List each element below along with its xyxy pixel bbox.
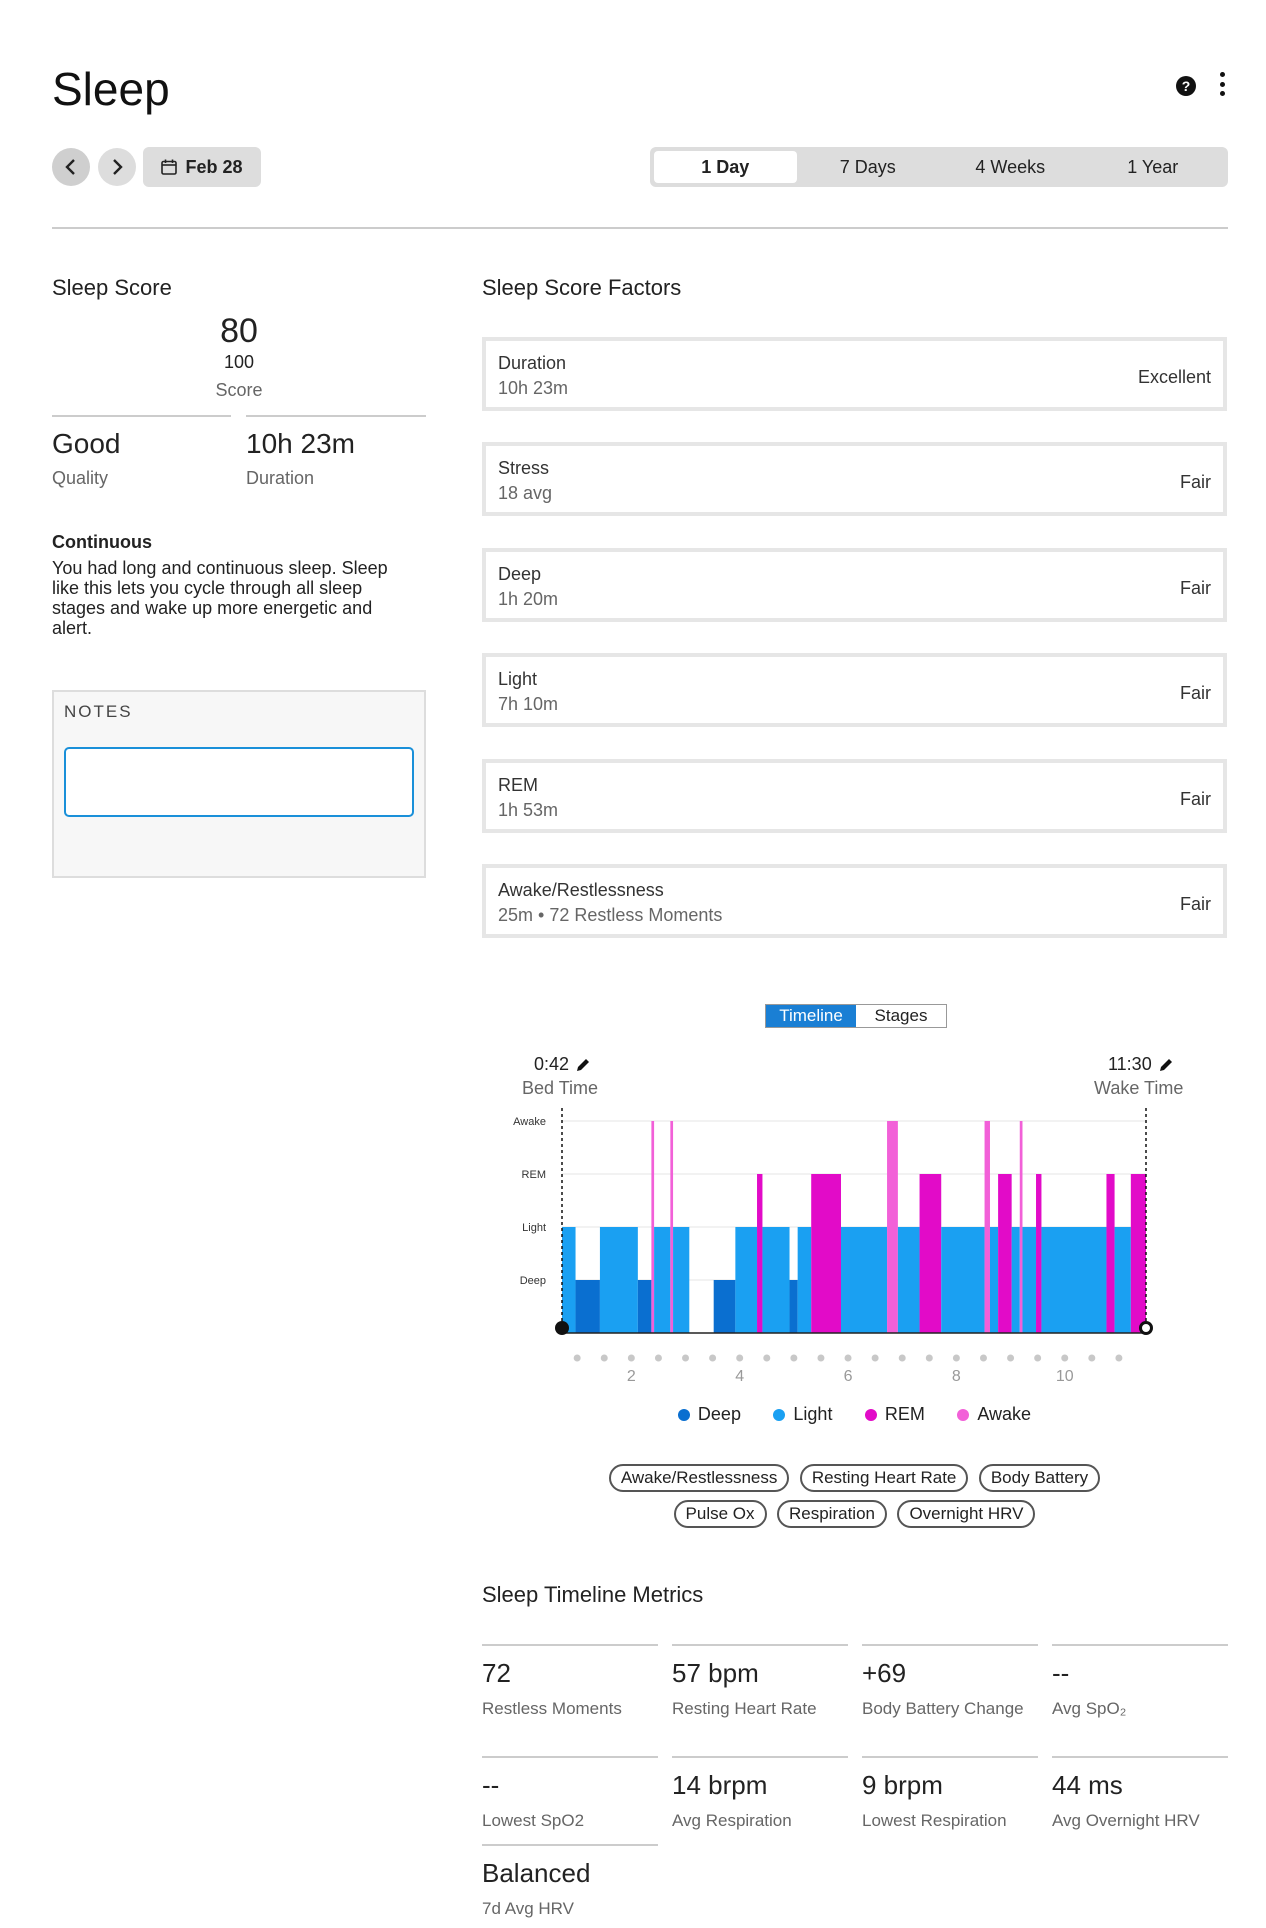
chevron-right-icon — [110, 158, 124, 176]
selected-date: Feb 28 — [185, 156, 243, 177]
factor-rating: Fair — [1180, 683, 1211, 703]
x-tick-label: 2 — [626, 1368, 636, 1385]
bed-time-label: Bed Time — [522, 1078, 599, 1098]
x-tick-label: 4 — [735, 1368, 745, 1385]
metric-label: Restless Moments — [482, 1699, 622, 1718]
x-tick-dot — [1115, 1355, 1122, 1362]
factor-card-awake[interactable] — [482, 864, 1227, 938]
pill-pulse-ox[interactable]: Pulse Ox — [674, 1500, 767, 1528]
y-tick-label: Light — [522, 1222, 546, 1234]
wake-time-value: 11:30 — [1108, 1054, 1152, 1074]
sleep-stage-bar — [673, 1227, 689, 1333]
sleep-stage-bar — [920, 1174, 942, 1333]
metric-label: Lowest SpO2 — [482, 1811, 585, 1830]
sleep-stage-bar — [1020, 1121, 1023, 1333]
tab-7-days[interactable]: 7 Days — [839, 157, 896, 177]
metric-body-battery-change — [862, 1644, 1038, 1721]
factor-value: 25m • 72 Restless Moments — [498, 905, 723, 925]
range-tabs — [650, 147, 1228, 187]
next-day-button[interactable] — [98, 148, 136, 186]
sleep-stage-bar — [898, 1227, 920, 1333]
sleep-stage-bar — [1041, 1227, 1106, 1333]
y-tick-label: Deep — [519, 1275, 546, 1287]
metric-label: Avg Overnight HRV — [1052, 1811, 1200, 1830]
metric-avg-overnight-hrv — [1052, 1756, 1228, 1833]
y-tick-label: Awake — [513, 1116, 546, 1128]
factor-value: 7h 10m — [498, 694, 559, 714]
sleep-stage-bar — [887, 1121, 898, 1333]
metric-label: Body Battery Change — [862, 1699, 1024, 1718]
sleep-stage-bar — [654, 1227, 670, 1333]
x-tick-dot — [709, 1355, 716, 1362]
factor-card-deep[interactable] — [482, 548, 1227, 622]
sleep-stage-bar — [638, 1280, 652, 1333]
sleep-stage-bar — [562, 1227, 576, 1333]
y-tick-label: REM — [521, 1169, 546, 1181]
insight-title: Continuous — [52, 532, 152, 552]
factor-label: Stress — [498, 458, 550, 478]
notes-panel — [52, 690, 426, 878]
x-tick-dot — [1088, 1355, 1095, 1362]
sleep-stage-bar — [841, 1227, 887, 1333]
wake-time-edit[interactable] — [1108, 1054, 1174, 1075]
factor-rating: Fair — [1180, 578, 1211, 598]
timeline-metrics-heading: Sleep Timeline Metrics — [482, 1582, 704, 1607]
factor-label: REM — [498, 775, 538, 795]
legend-rem[interactable] — [865, 1404, 925, 1425]
x-tick-dot — [574, 1355, 581, 1362]
legend-dot-icon — [773, 1409, 785, 1421]
legend-label: REM — [884, 1404, 925, 1424]
metric-label: Avg Respiration — [672, 1811, 792, 1830]
question-circle-icon[interactable]: ? — [1176, 76, 1196, 96]
sleep-start-icon — [555, 1321, 569, 1335]
metric-value: 72 — [482, 1658, 511, 1688]
metric-value: 44 ms — [1052, 1770, 1123, 1800]
sleep-score-max: 100 — [223, 352, 255, 372]
page-title: Sleep — [52, 63, 170, 115]
metric-label: 7d Avg HRV — [482, 1899, 574, 1918]
notes-label: NOTES — [64, 702, 133, 721]
bed-time-value: 0:42 — [534, 1054, 570, 1074]
factor-rating: Fair — [1180, 894, 1211, 914]
bed-time-edit[interactable] — [534, 1054, 591, 1075]
legend-label: Awake — [977, 1404, 1032, 1424]
factors-heading: Sleep Score Factors — [482, 275, 682, 300]
metric-value: 14 brpm — [672, 1770, 768, 1800]
sleep-stage-bar — [651, 1121, 654, 1333]
x-tick-dot — [1061, 1355, 1068, 1362]
metric-label: Lowest Respiration — [862, 1811, 1007, 1830]
x-tick-dot — [1007, 1355, 1014, 1362]
metric-value: -- — [482, 1770, 500, 1800]
factor-value: 1h 53m — [498, 800, 559, 820]
sleep-stage-bar — [941, 1227, 984, 1333]
legend-deep[interactable] — [678, 1404, 741, 1425]
x-tick-dot — [980, 1355, 987, 1362]
tab-4-weeks[interactable]: 4 Weeks — [975, 157, 1046, 177]
factor-rating: Excellent — [1137, 367, 1211, 387]
pill-respiration[interactable]: Respiration — [777, 1500, 887, 1528]
metric-pills-row-2 — [482, 1500, 1227, 1528]
x-tick-dot — [790, 1355, 797, 1362]
sleep-stage-bar — [1115, 1227, 1131, 1333]
wake-time-label: Wake Time — [1094, 1078, 1184, 1098]
pencil-icon — [575, 1057, 591, 1073]
metric-value: +69 — [862, 1658, 907, 1688]
metric-avg-respiration — [672, 1756, 848, 1833]
x-tick-label: 8 — [951, 1368, 961, 1385]
tab-timeline[interactable]: Timeline — [766, 1005, 856, 1027]
factor-card-stress[interactable] — [482, 442, 1227, 516]
kebab-menu-icon[interactable] — [1218, 72, 1226, 96]
duration-label: Duration — [246, 468, 315, 488]
sleep-stage-bar — [757, 1174, 762, 1333]
chart-legend — [482, 1404, 1227, 1426]
x-tick-dot — [872, 1355, 879, 1362]
legend-label: Light — [793, 1404, 833, 1424]
wake-clock-face — [1142, 1324, 1150, 1332]
sleep-stage-bar — [798, 1227, 812, 1333]
metric-value: -- — [1052, 1658, 1070, 1688]
duration-value: 10h 23m — [246, 428, 355, 459]
metric-7d-avg-hrv — [482, 1844, 658, 1921]
factor-label: Light — [498, 669, 538, 689]
pill-overnight-hrv[interactable]: Overnight HRV — [897, 1500, 1035, 1528]
metric-value: 57 bpm — [672, 1658, 759, 1688]
legend-dot-icon — [678, 1409, 690, 1421]
sleep-stage-bar — [990, 1227, 998, 1333]
sleep-stage-bar — [1106, 1174, 1114, 1333]
metric-lowest-spo2 — [482, 1756, 658, 1833]
x-tick-dot — [926, 1355, 933, 1362]
sleep-stage-bar — [1022, 1227, 1036, 1333]
sleep-stage-bar — [1131, 1174, 1146, 1333]
factor-value: 1h 20m — [498, 589, 559, 609]
factor-rating: Fair — [1180, 472, 1211, 492]
metric-value: Balanced — [482, 1858, 591, 1888]
metric-restless-moments — [482, 1644, 658, 1721]
legend-dot-icon — [865, 1409, 877, 1421]
tab-1-year[interactable]: 1 Year — [1127, 157, 1179, 177]
quality-value: Good — [52, 428, 121, 459]
sleep-stage-bar — [1012, 1227, 1020, 1333]
sleep-stage-bar — [762, 1227, 789, 1333]
quality-label: Quality — [52, 468, 109, 488]
factor-label: Awake/Restlessness — [498, 880, 664, 900]
metric-label: Avg SpO₂ — [1052, 1699, 1127, 1718]
x-tick-dot — [953, 1355, 960, 1362]
factor-value: 18 avg — [498, 483, 553, 503]
sleep-stage-bar — [811, 1174, 841, 1333]
factor-card-duration[interactable] — [482, 337, 1227, 411]
metric-avg-spo2 — [1052, 1644, 1228, 1721]
duration-divider — [246, 415, 426, 417]
previous-day-button[interactable] — [52, 148, 90, 186]
notes-input[interactable] — [64, 747, 414, 817]
x-tick-dot — [845, 1355, 852, 1362]
sleep-stage-bar — [576, 1280, 600, 1333]
x-tick-dot — [899, 1355, 906, 1362]
insight-text: You had long and continuous sleep. Sleep like this lets you cycle through all sleep stages and wake up more energetic and alert. — [52, 558, 388, 638]
pill-awake-restlessness[interactable]: Awake/Restlessness — [609, 1464, 790, 1492]
x-tick-dot — [601, 1355, 608, 1362]
sleep-stage-bar — [600, 1227, 638, 1333]
sleep-score-heading: Sleep Score — [52, 275, 172, 300]
sleep-score-label: Score — [215, 380, 263, 400]
tab-stages[interactable]: Stages — [874, 1006, 928, 1025]
header-divider — [52, 227, 1228, 229]
factor-label: Duration — [498, 353, 567, 373]
x-tick-label: 10 — [1055, 1368, 1074, 1385]
legend-light[interactable] — [773, 1404, 832, 1425]
factor-label: Deep — [498, 564, 542, 584]
legend-dot-icon — [957, 1409, 969, 1421]
tab-1-day[interactable]: 1 Day — [654, 151, 797, 183]
sleep-stage-bar — [714, 1280, 736, 1333]
pill-resting-heart-rate[interactable]: Resting Heart Rate — [800, 1464, 969, 1492]
quality-divider — [52, 415, 231, 417]
x-tick-dot — [817, 1355, 824, 1362]
x-tick-dot — [1034, 1355, 1041, 1362]
sleep-timeline-chart — [500, 1100, 1180, 1390]
date-picker-button[interactable] — [143, 147, 261, 187]
x-tick-dot — [736, 1355, 743, 1362]
pill-body-battery[interactable]: Body Battery — [979, 1464, 1100, 1492]
metric-lowest-respiration — [862, 1756, 1038, 1833]
factor-value: 10h 23m — [498, 378, 569, 398]
sleep-stage-bar — [1036, 1174, 1041, 1333]
sleep-score-value: 80 — [220, 312, 258, 350]
x-tick-label: 6 — [843, 1368, 853, 1385]
sleep-stage-bar — [998, 1174, 1012, 1333]
calendar-icon — [161, 159, 177, 175]
metric-resting-heart-rate — [672, 1644, 848, 1721]
sleep-stage-bar — [790, 1280, 798, 1333]
x-tick-dot — [655, 1355, 662, 1362]
sleep-stage-bar — [985, 1121, 990, 1333]
x-tick-dot — [628, 1355, 635, 1362]
x-tick-dot — [763, 1355, 770, 1362]
metric-value: 9 brpm — [862, 1770, 943, 1800]
chart-view-toggle — [765, 1004, 947, 1028]
factor-rating: Fair — [1180, 789, 1211, 809]
chevron-left-icon — [64, 158, 78, 176]
metric-pills-row-1 — [482, 1464, 1227, 1492]
legend-awake[interactable] — [957, 1404, 1031, 1425]
pencil-icon — [1158, 1057, 1174, 1073]
metric-label: Resting Heart Rate — [672, 1699, 817, 1718]
x-tick-dot — [682, 1355, 689, 1362]
sleep-stage-bar — [735, 1227, 757, 1333]
factor-card-rem[interactable] — [482, 759, 1227, 833]
sleep-stage-bar — [670, 1121, 673, 1333]
legend-label: Deep — [697, 1404, 741, 1424]
factor-card-light[interactable] — [482, 653, 1227, 727]
